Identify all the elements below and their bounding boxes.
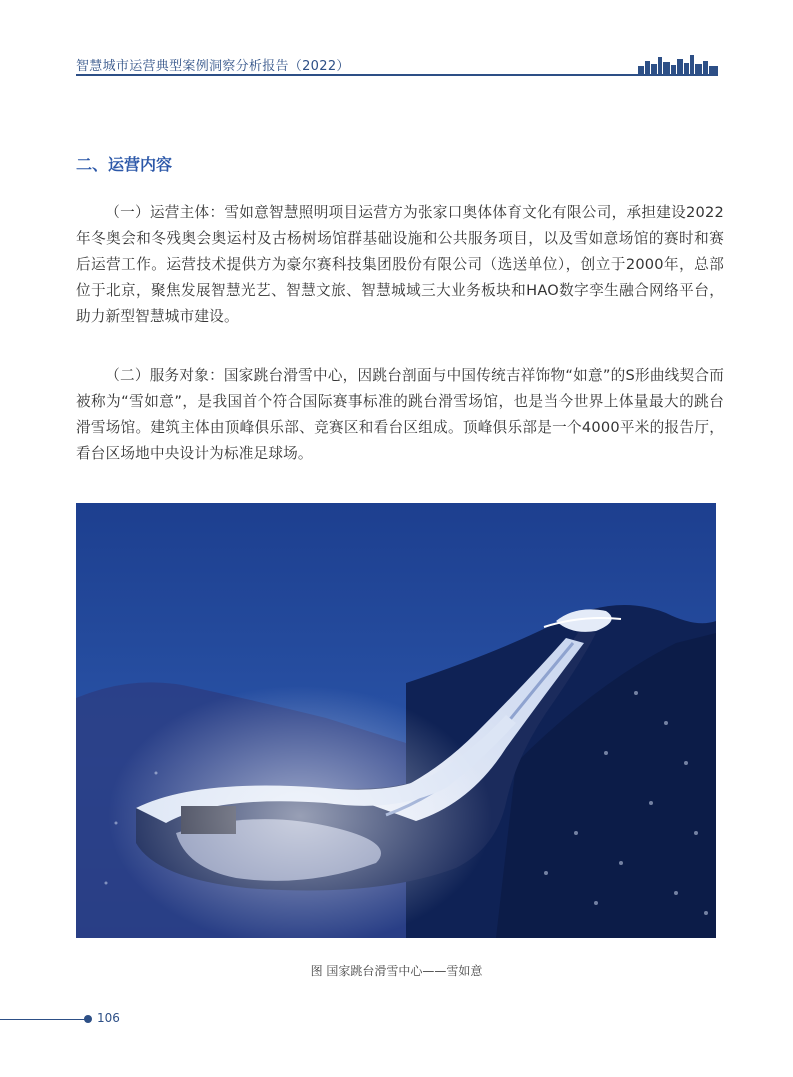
city-skyline-icon xyxy=(636,52,720,76)
page-number: 106 xyxy=(97,1011,120,1025)
paragraph-operating-entity: （一）运营主体：雪如意智慧照明项目运营方为张家口奥体体育文化有限公司，承担建设2022年冬奥会和冬残奥会奥运村及古杨树场馆群基础设施和公共服务项目，以及雪如意场馆的赛时和赛后运营工作。运营技术提供方为豪尔赛科技集团股份有限公司（选送单位），创立于2000年，总部位于北京，聚焦发展智慧光艺、智慧文旅、智慧城域三大业务板块和HAO数字孪生融合网络平台，助力新型智慧城市建设。 xyxy=(76,204,724,325)
paragraph-service-target: （二）服务对象：国家跳台滑雪中心，因跳台剖面与中国传统吉祥饰物“如意”的S形曲线契合而被称为“雪如意”，是我国首个符合国际赛事标准的跳台滑雪场馆，也是当今世界上体量最大的跳台滑雪场馆。建筑主体由顶峰俱乐部、竞赛区和看台区组成。顶峰俱乐部是一个4000平米的报告厅，看台区场地中央设计为标准足球场。 xyxy=(76,367,724,462)
footer-rule xyxy=(0,1019,86,1020)
figure-caption: 图 国家跳台滑雪中心——雪如意 xyxy=(310,964,483,978)
header-title: 智慧城市运营典型案例洞察分析报告（2022） xyxy=(76,59,350,74)
ski-jump-photo xyxy=(76,503,716,938)
header-rule xyxy=(76,74,718,76)
section-heading: 二、运营内容 xyxy=(76,155,173,174)
footer-dot xyxy=(84,1015,92,1023)
